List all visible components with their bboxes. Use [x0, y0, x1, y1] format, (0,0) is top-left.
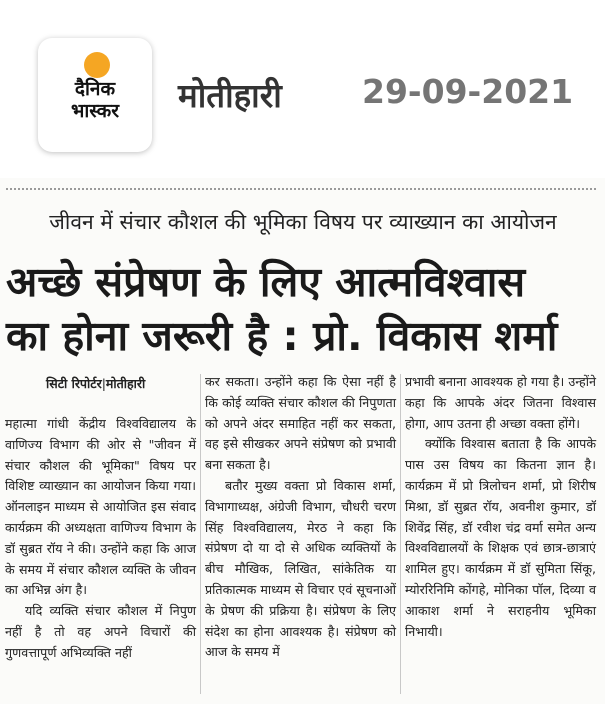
byline-separator: |	[101, 376, 106, 391]
dotted-divider	[6, 188, 596, 192]
article-column-1	[5, 414, 196, 664]
sun-icon	[84, 52, 110, 78]
byline	[46, 375, 145, 392]
header	[0, 0, 605, 178]
headline-line1: अच्छे संप्रेषण के लिए आत्मविश्वास	[6, 258, 526, 306]
edition-city: मोतीहारी	[178, 76, 282, 115]
paragraph: महात्मा गांधी केंद्रीय विश्वविद्यालय के वाणिज्य विभाग की ओर से "जीवन में संचार कौशल की भूमिका" विषय पर विशिष्ट व्याख्यान का आयोजन किया गया। ऑनलाइन माध्यम से आयोजित इस संवाद कार्यक्रम की अध्यक्षता वाणिज्य विभाग के डॉ सुब्रत रॉय ने की। उन्होंने कहा कि आज के समय में संचार कौशल व्यक्ति के जीवन का अभिन्न अंग है।	[5, 416, 196, 598]
news-clipping	[0, 178, 605, 704]
dainik-bhaskar-logo	[38, 38, 152, 152]
byline-reporter: सिटी रिपोर्टर	[46, 376, 102, 391]
article-column-2	[205, 372, 396, 663]
paragraph: क्योंकि विश्वास बताता है कि आपके पास उस विषय का कितना ज्ञान है। कार्यक्रम में प्रो त्रिलोचन शर्मा, प्रो शिरीष मिश्रा, डॉ सुब्रत रॉय, अवनीश कुमार, डॉ शिवेंद्र सिंह, डॉ रवीश चंद्र वर्मा समेत अन्य विश्वविद्यालयों के शिक्षक एवं छात्र-छात्राएं शामिल हुए। कार्यक्रम में डॉ सुमिता सिंकू, म्योररिनिमि कोंगहे, मोनिका पॉल, दिव्या व आकाश शर्मा ने सराहनीय भूमिका निभायी।	[405, 436, 596, 639]
byline-place: मोतीहारी	[105, 376, 146, 391]
article-column-3	[405, 372, 596, 642]
logo-line2: भास्कर	[70, 100, 120, 122]
article-kicker: जीवन में संचार कौशल की भूमिका विषय पर व्याख्यान का आयोजन	[49, 210, 557, 234]
edition-date: 29-09-2021	[362, 72, 574, 111]
paragraph: प्रभावी बनाना आवश्यक हो गया है। उन्होंने कहा कि आपके अंदर जितना विश्वास होगा, आप उतना ही अच्छा वक्ता होंगे।	[405, 374, 596, 431]
paragraph: बतौर मुख्य वक्ता प्रो विकास शर्मा, विभागाध्यक्ष, अंग्रेजी विभाग, चौधरी चरण सिंह विश्वविद्यालय, मेरठ ने कहा कि संप्रेषण दो या दो से अधिक व्यक्तियों के बीच मौखिक, लिखित, सांकेतिक या प्रतिकात्मक माध्यम से विचार एवं सूचनाओं के प्रेषण की प्रक्रिया है। संप्रेषण के लिए संदेश का होना आवश्यक है। संप्रेषण को आज के समय में	[205, 477, 396, 660]
paragraph: यदि व्यक्ति संचार कौशल में निपुण नहीं है तो वह अपने विचारों की गुणवत्तापूर्ण अभिव्यक्ति नहीं	[5, 603, 196, 660]
headline-line2: का होना जरूरी है : प्रो. विकास शर्मा	[6, 312, 558, 360]
column-rule	[200, 374, 201, 694]
column-rule	[400, 374, 401, 694]
paragraph: कर सकता। उन्होंने कहा कि ऐसा नहीं है कि कोई व्यक्ति संचार कौशल की निपुणता को अपने अंदर समाहित नहीं कर सकता, वह इसे सीखकर अपने संप्रेषण को प्रभावी बना सकता है।	[205, 374, 396, 473]
logo-line1: दैनिक	[74, 78, 116, 100]
